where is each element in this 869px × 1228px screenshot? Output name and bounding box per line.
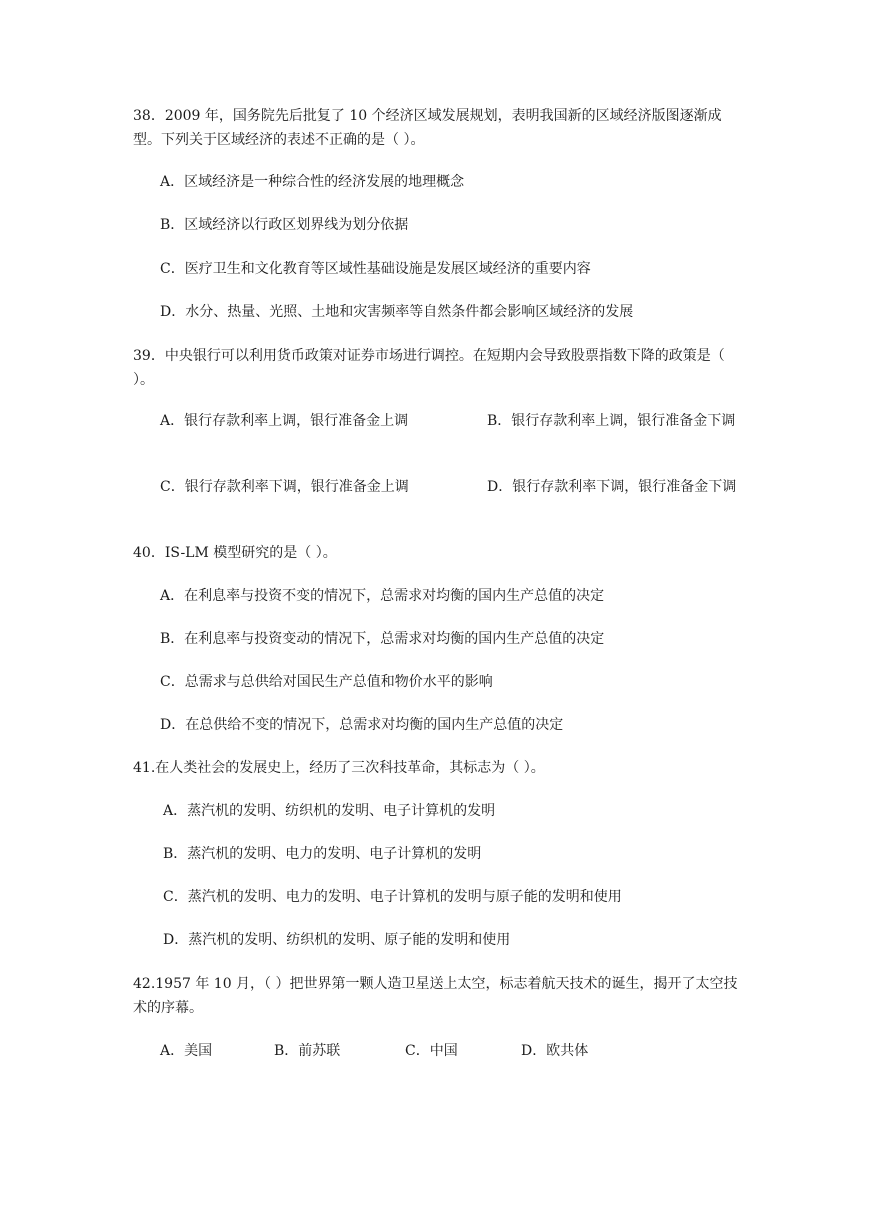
question-39-option-b: B．银行存款利率上调，银行准备金下调 [487, 413, 736, 429]
question-42-option-a: A．美国 [160, 1043, 213, 1059]
question-39-option-c: C．银行存款利率下调，银行准备金上调 [160, 479, 409, 495]
question-41-option-c: C．蒸汽机的发明、电力的发明、电子计算机的发明与原子能的发明和使用 [163, 889, 622, 905]
question-38-option-c: C．医疗卫生和文化教育等区域性基础设施是发展区域经济的重要内容 [160, 261, 591, 277]
question-42-stem: 42.1957 年 10 月，（ ）把世界第一颗人造卫星送上太空，标志着航天技术的诞生，揭开了太空技术的序幕。 [133, 976, 738, 1016]
question-41-stem: 41.在人类社会的发展史上，经历了三次科技革命，其标志为（ ）。 [133, 760, 545, 776]
question-38-option-d: D．水分、热量、光照、土地和灾害频率等自然条件都会影响区域经济的发展 [160, 304, 634, 320]
question-42-option-b: B．前苏联 [274, 1043, 341, 1059]
question-40-option-c: C．总需求与总供给对国民生产总值和物价水平的影响 [160, 674, 493, 690]
question-42-option-c: C．中国 [405, 1043, 458, 1059]
question-38-option-a: A．区域经济是一种综合性的经济发展的地理概念 [160, 174, 465, 190]
question-40-stem: 40．IS-LM 模型研究的是（ ）。 [133, 545, 337, 561]
question-39-option-a: A．银行存款利率上调，银行准备金上调 [160, 413, 409, 429]
question-39-option-d: D．银行存款利率下调，银行准备金下调 [487, 479, 737, 495]
question-38-stem: 38．2009 年，国务院先后批复了 10 个经济区域发展规划，表明我国新的区域经济版图逐渐成型。下列关于区域经济的表述不正确的是（ ）。 [133, 108, 722, 148]
question-38-option-b: B．区域经济以行政区划界线为划分依据 [160, 217, 409, 233]
question-40-option-b: B．在利息率与投资变动的情况下，总需求对均衡的国内生产总值的决定 [160, 631, 605, 647]
question-41-option-a: A．蒸汽机的发明、纺织机的发明、电子计算机的发明 [163, 803, 496, 819]
question-42-option-d: D．欧共体 [521, 1043, 589, 1059]
question-41-option-d: D．蒸汽机的发明、纺织机的发明、原子能的发明和使用 [163, 932, 511, 948]
question-40-option-a: A．在利息率与投资不变的情况下，总需求对均衡的国内生产总值的决定 [160, 588, 605, 604]
question-40-option-d: D．在总供给不变的情况下，总需求对均衡的国内生产总值的决定 [160, 717, 564, 733]
question-39-stem: 39．中央银行可以利用货币政策对证券市场进行调控。在短期内会导致股票指数下降的政策是（ ）。 [133, 348, 725, 388]
question-41-option-b: B．蒸汽机的发明、电力的发明、电子计算机的发明 [163, 846, 482, 862]
